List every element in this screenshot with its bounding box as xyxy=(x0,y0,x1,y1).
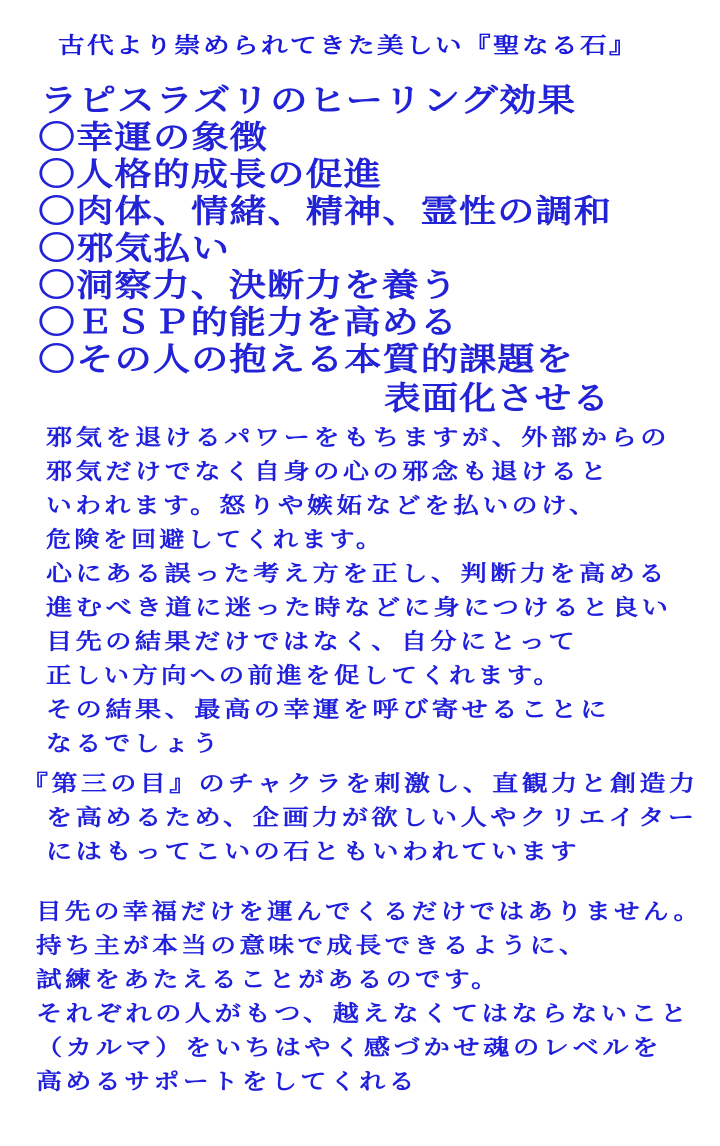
effect-item: 〇人格的成長の促進 xyxy=(38,155,383,193)
paragraph-line: なるでしょう xyxy=(46,732,222,757)
paragraph-line: その結果、最高の幸運を呼び寄せることに xyxy=(46,698,611,723)
paragraph-line: 持ち主が本当の意味で成長できるように、 xyxy=(36,934,589,959)
paragraph-line: 進むべき道に迷った時などに身につけると良い xyxy=(46,596,672,621)
effect-item: 〇幸運の象徴 xyxy=(38,118,269,156)
effect-item-continuation: 表面化させる xyxy=(384,379,611,417)
paragraph-line: を高めるため、企画力が欲しい人やクリエイター xyxy=(46,806,698,831)
paragraph-line: それぞれの人がもつ、越えなくてはならないこと xyxy=(36,1002,691,1027)
effect-item: 〇邪気払い xyxy=(38,229,231,267)
paragraph-line: 心にある誤った考え方を正し、判断力を高める xyxy=(46,562,669,587)
subtitle: 古代より崇められてきた美しい『聖なる石』 xyxy=(58,34,639,59)
effect-item: 〇肉体、情緒、精神、霊性の調和 xyxy=(38,192,613,230)
paragraph-line: 目先の幸福だけを運んでくるだけではありません。 xyxy=(36,900,703,925)
paragraph-line: 『第三の目』のチャクラを刺激し、直観力と創造力 xyxy=(22,772,699,797)
paragraph-line: 目先の結果だけではなく、自分にとって xyxy=(46,630,579,655)
paragraph-line: にはもってこいの石ともいわれています xyxy=(46,840,581,865)
paragraph-line: いわれます。怒りや嫉妬などを払いのけ、 xyxy=(46,494,599,519)
paragraph-line: 試練をあたえることがあるのです。 xyxy=(36,968,501,993)
effect-item: 〇洞察力、決断力を養う xyxy=(38,266,459,304)
paragraph-line: 高めるサポートをしてくれる xyxy=(36,1070,419,1095)
heading-title: ラピスラズリのヒーリング効果 xyxy=(40,81,577,119)
paragraph-line: 正しい方向への前進を促してくれます。 xyxy=(46,664,563,689)
effect-item: 〇その人の抱える本質的課題を xyxy=(38,340,575,378)
paragraph-line: 邪気を退けるパワーをもちますが、外部からの xyxy=(46,426,671,451)
paragraph-line: 邪気だけでなく自身の心の邪念も退けると xyxy=(46,460,611,485)
paragraph-line: （カルマ）をいちはやく感づかせ魂のレベルを xyxy=(36,1036,663,1061)
effect-item: 〇ＥＳＰ的能力を高める xyxy=(38,303,459,341)
paragraph-line: 危険を回避してくれます。 xyxy=(46,528,385,553)
